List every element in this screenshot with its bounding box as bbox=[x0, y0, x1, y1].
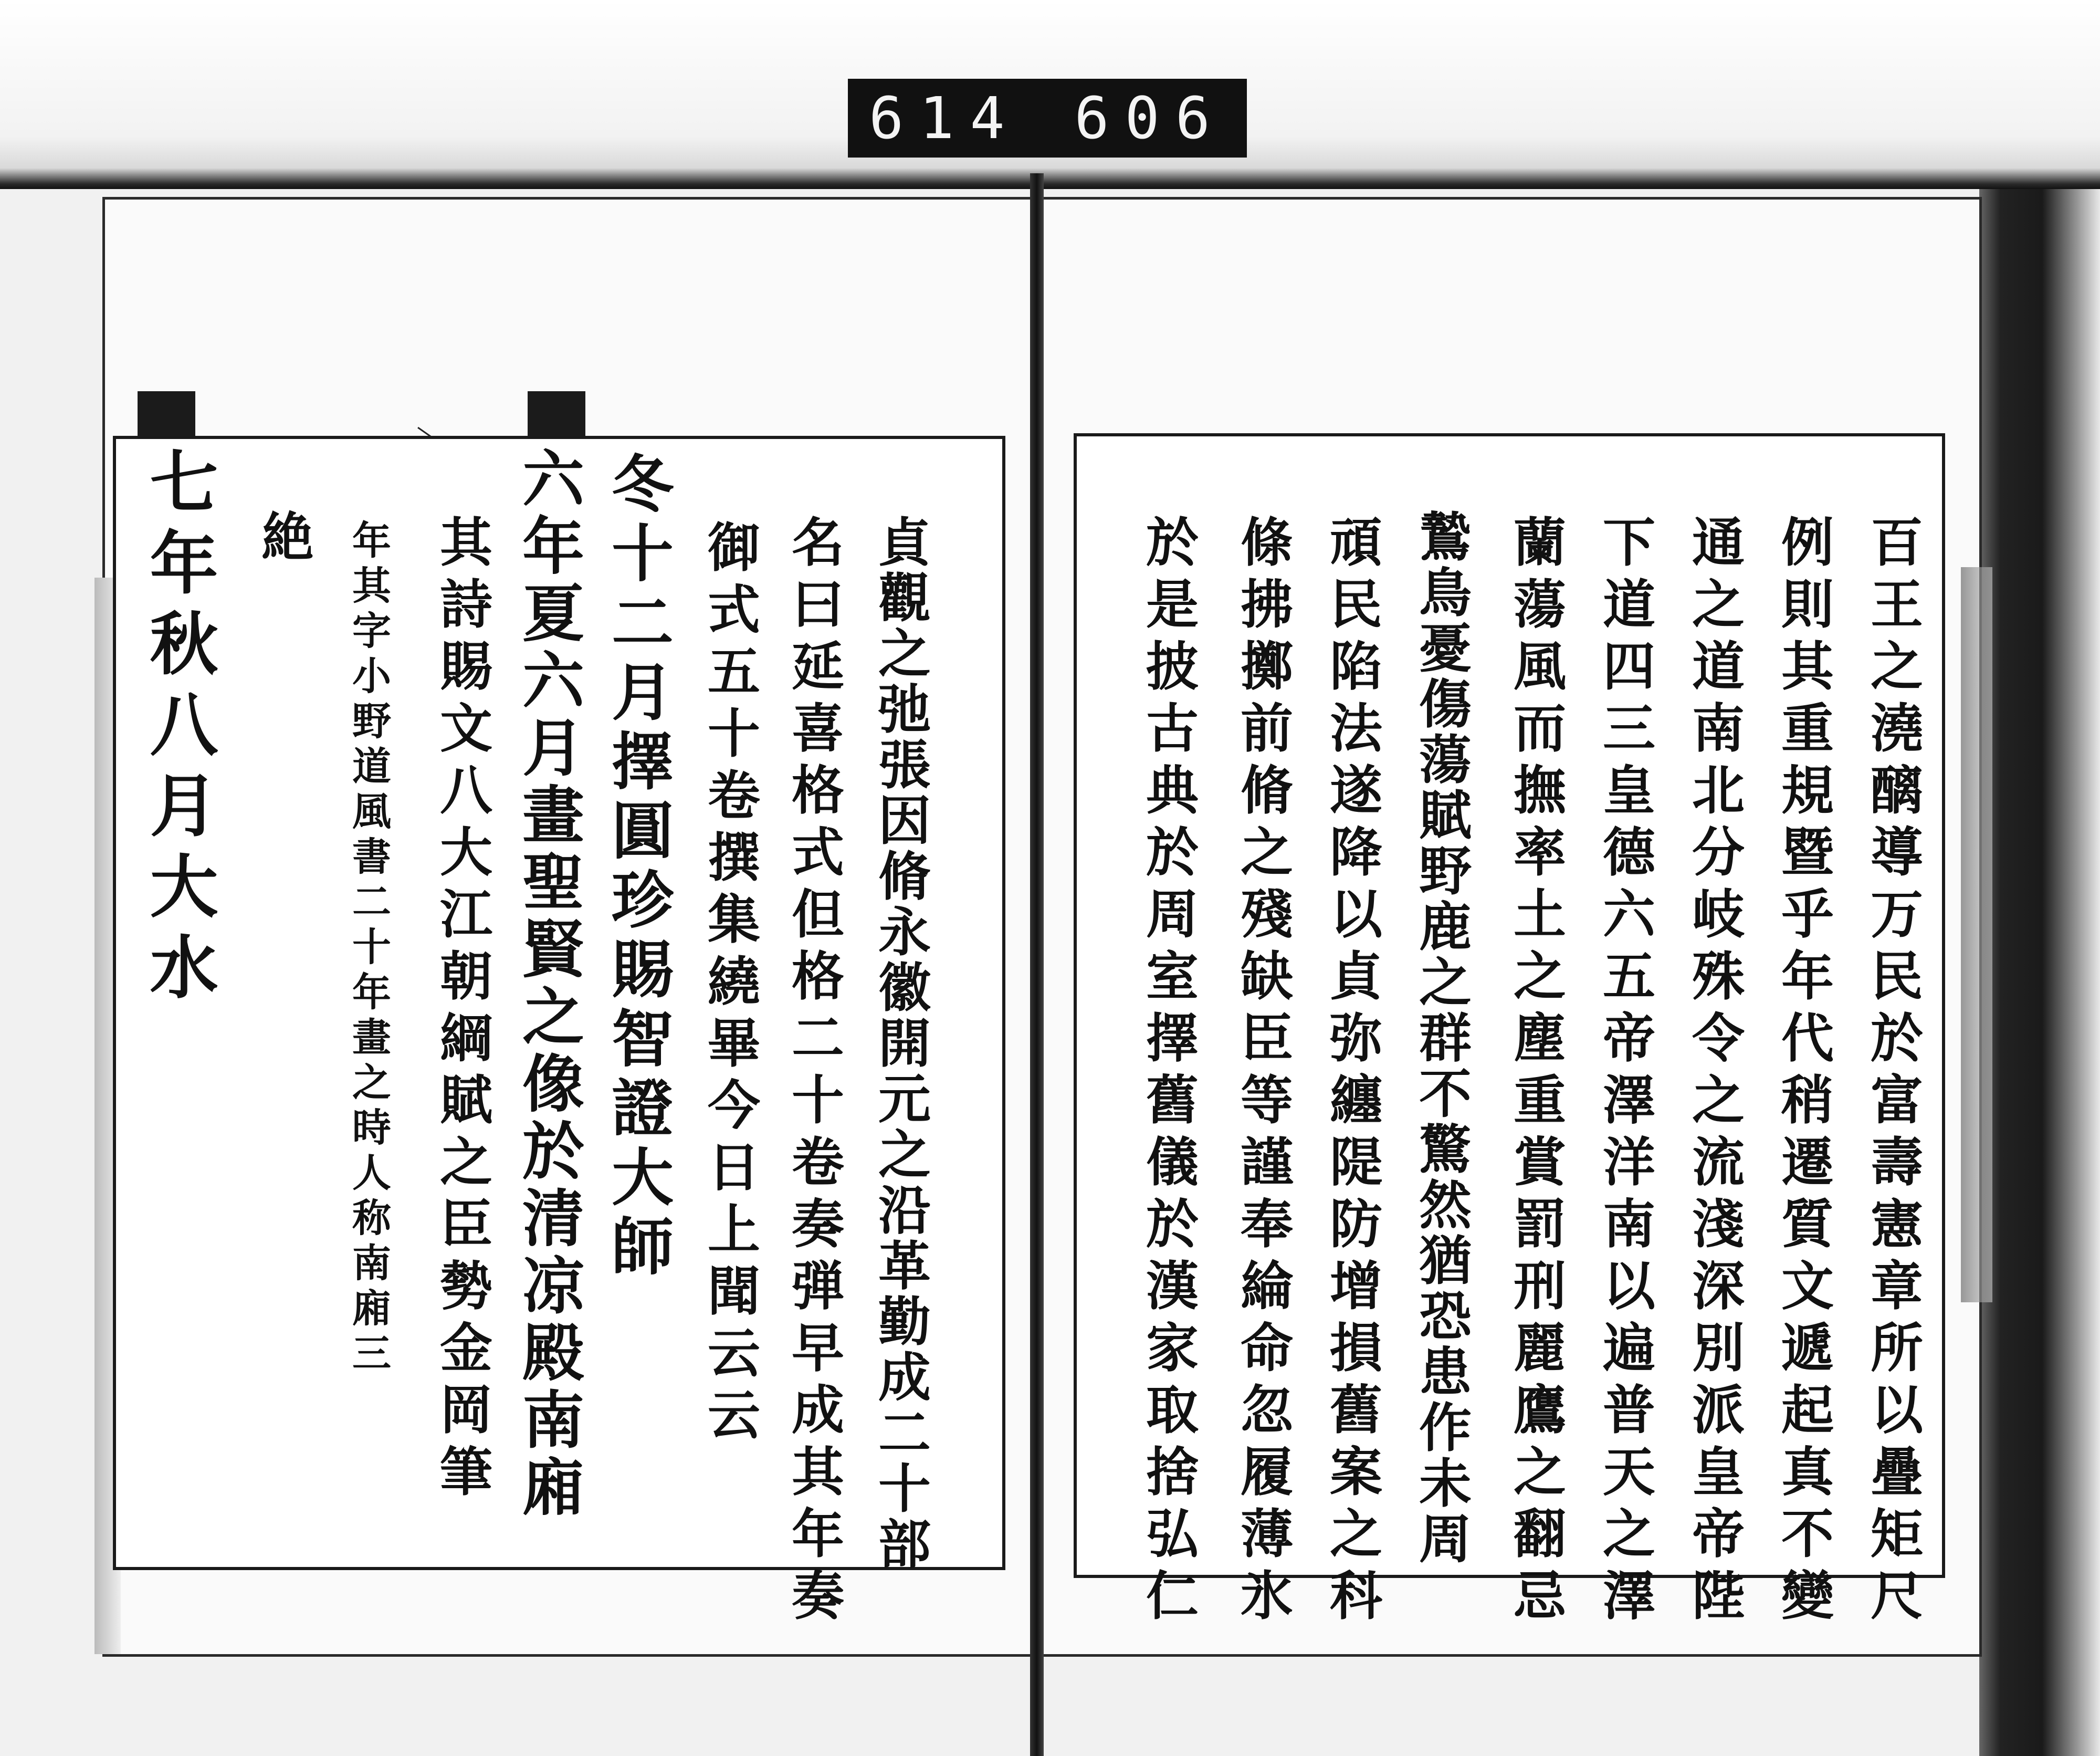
left-text-column: 絶 bbox=[253, 509, 314, 571]
right-text-column: 例則其重規暨乎年代稍遷質文遞起真不變 bbox=[1772, 515, 1834, 1630]
book-gutter bbox=[1030, 173, 1044, 1756]
right-text-column: 條拂擲前脩之殘缺臣等謹奉綸命忽履薄氷 bbox=[1232, 515, 1294, 1630]
left-entry-heading: 七年秋八月大水 bbox=[139, 446, 219, 1012]
left-page-tab bbox=[528, 391, 585, 436]
left-folio-number: 614 bbox=[869, 85, 1021, 152]
left-text-column: 名曰延喜格式但格二十卷奏弾早成其年奏 bbox=[783, 515, 845, 1630]
left-entry-heading: 冬十二月擇圓珍賜智證大師 bbox=[601, 452, 674, 1283]
folio-number-label bbox=[848, 79, 1247, 158]
right-page-edge bbox=[1961, 567, 1992, 1302]
right-text-column: 百王之澆醨導万民於富壽憲章所以疊矩尺 bbox=[1862, 515, 1924, 1630]
right-text-column: 蘭蕩風而撫率土之塵重賞罰刑麗鷹之翻忌 bbox=[1505, 515, 1567, 1630]
right-text-column: 通之道南北分岐殊令之流淺深別派皇帝陛 bbox=[1683, 515, 1745, 1630]
right-text-column: 鷙鳥憂傷蕩賦野鹿之群不驚然猶恐患作未周 bbox=[1410, 509, 1472, 1567]
left-text-column: 年其字小野道風書二十年畫之時人称南廂三 bbox=[346, 520, 391, 1378]
left-entry-heading: 六年夏六月畫聖賢之像於清凉殿南廂 bbox=[512, 446, 585, 1522]
scan-right-edge bbox=[1979, 189, 2100, 1756]
left-text-column: 御式五十卷撰集繞畢今日上聞云云 bbox=[699, 520, 761, 1449]
right-text-column: 頑民陷法遂降以貞弥纏隄防增損舊案之科 bbox=[1321, 515, 1383, 1630]
left-text-column: 貞觀之弛張因脩永徽開元之沿革勤成二十部 bbox=[869, 515, 931, 1572]
right-text-column: 於是披古典於周室擇舊儀於漢家取捨弘仁 bbox=[1137, 515, 1199, 1630]
left-page-tab bbox=[138, 391, 195, 436]
left-text-column: 其詩賜文八大江朝綱賦之臣勢金岡筆 bbox=[431, 515, 493, 1506]
right-text-column: 下道四三皇德六五帝澤洋南以遍普天之澤 bbox=[1594, 515, 1656, 1630]
right-folio-number: 606 bbox=[1074, 85, 1226, 152]
